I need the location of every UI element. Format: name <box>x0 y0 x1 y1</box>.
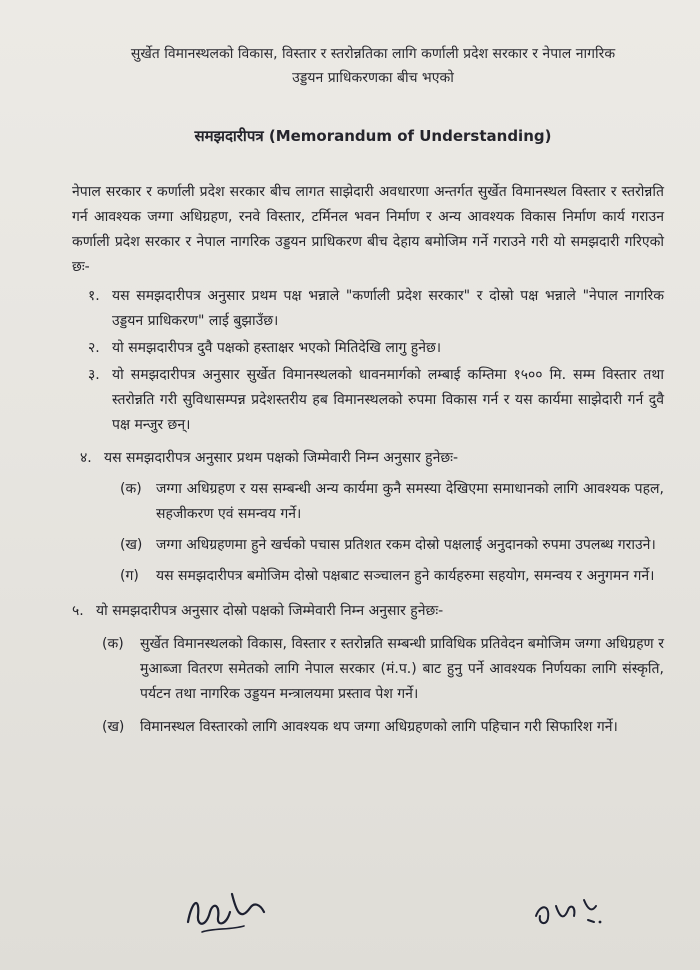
clause-2 <box>72 336 664 361</box>
clause-text: यस समझदारीपत्र अनुसार प्रथम पक्षको जिम्मेवारी निम्न अनुसार हुनेछः- <box>104 450 459 466</box>
clause-number: ३. <box>88 367 100 383</box>
subclause-text: जग्गा अधिग्रहण र यस सम्बन्धी अन्य कार्यमा कुनै समस्या देखिएमा समाधानको लागि आवश्यक पहल, सहजीकरण एवं समन्वय गर्ने। <box>156 481 664 522</box>
clause-1 <box>72 284 664 334</box>
clause-4-sub-ka <box>72 477 664 527</box>
clause-text: यो समझदारीपत्र दुवै पक्षको हस्ताक्षर भएको मितिदेखि लागु हुनेछ। <box>112 340 442 356</box>
clause-number: ४. <box>80 450 92 466</box>
clause-4 <box>72 446 664 471</box>
clause-5-sub-ka <box>72 632 664 707</box>
subclause-label: (ख) <box>102 719 125 735</box>
subclause-label: (ग) <box>120 568 139 584</box>
clause-text: यस समझदारीपत्र अनुसार प्रथम पक्ष भन्नाले "कर्णाली प्रदेश सरकार" र दोस्रो पक्ष भन्नाले "नेपाल नागरिक उड्डयन प्राधिकरण" लाई बुझाउँछ। <box>112 288 664 329</box>
intro-paragraph: नेपाल सरकार र कर्णाली प्रदेश सरकार बीच लागत साझेदारी अवधारणा अन्तर्गत सुर्खेत विमानस्थल विस्तार र स्तरोन्नति गर्न आवश्यक जग्गा अधिग्रहण, रनवे विस्तार, टर्मिनल भवन निर्माण र अन्य आवश्यक विकास निर्माण कार्य गराउन कर्णाली प्रदेश सरकार र नेपाल नागरिक उड्डयन प्राधिकरण बीच देहाय बमोजिम गर्ने गराउने गरी यो समझदारी गरिएको छः- <box>72 184 664 275</box>
clause-4-sub-ga <box>72 564 664 589</box>
document-header <box>82 42 664 90</box>
subclause-label: (ख) <box>120 537 143 553</box>
header-line-1: सुर्खेत विमानस्थलको विकास, विस्तार र स्तरोन्नतिका लागि कर्णाली प्रदेश सरकार र नेपाल नागरिक <box>130 46 616 62</box>
header-line-2: उड्डयन प्राधिकरणका बीच भएको <box>292 70 454 86</box>
signature-row <box>180 880 610 940</box>
clause-4-sub-kha <box>72 533 664 558</box>
subclause-label: (क) <box>102 636 124 652</box>
clause-text: यो समझदारीपत्र अनुसार दोस्रो पक्षको जिम्मेवारी निम्न अनुसार हुनेछः- <box>96 603 444 619</box>
subclause-text: सुर्खेत विमानस्थलको विकास, विस्तार र स्तरोन्नति सम्बन्धी प्राविधिक प्रतिवेदन बमोजिम जग्गा अधिग्रहण र मुआब्जा वितरण समेतको लागि नेपाल सरकार (मं.प.) बाट हुनु पर्ने आवश्यक निर्णयका लागि संस्कृति, पर्यटन तथा नागरिक उड्डयन मन्त्रालयमा प्रस्ताव पेश गर्ने। <box>140 636 664 702</box>
subclause-text: यस समझदारीपत्र बमोजिम दोस्रो पक्षबाट सञ्चालन हुने कार्यहरुमा सहयोग, समन्वय र अनुगमन गर्ने। <box>156 568 655 584</box>
clause-number: २. <box>88 340 100 356</box>
signature-second-party <box>530 882 610 938</box>
subclause-text: जग्गा अधिग्रहणमा हुने खर्चको पचास प्रतिशत रकम दोस्रो पक्षलाई अनुदानको रुपमा उपलब्ध गराउने। <box>156 537 656 553</box>
subclause-text: विमानस्थल विस्तारको लागि आवश्यक थप जग्गा अधिग्रहणको लागि पहिचान गरी सिफारिश गर्ने। <box>140 719 618 735</box>
clause-5 <box>72 599 664 624</box>
clause-number: ५. <box>72 603 84 619</box>
clause-5-sub-kha <box>72 715 664 740</box>
document-title: समझदारीपत्र (Memorandum of Understanding) <box>194 127 552 145</box>
clause-text: यो समझदारीपत्र अनुसार सुर्खेत विमानस्थलको धावनमार्गको लम्बाई कम्तिमा १५०० मि. सम्म विस्तार तथा स्तरोन्नति गरी सुविधासम्पन्न प्रदेशस्तरीय हब विमानस्थलको रुपमा विकास गर्न र यस कार्यमा साझेदारी गर्न दुवै पक्ष मन्जुर छन्। <box>112 367 664 433</box>
clause-number: १. <box>88 288 100 304</box>
subclause-label: (क) <box>120 481 142 497</box>
clause-3 <box>72 363 664 438</box>
signature-first-party <box>180 882 270 938</box>
